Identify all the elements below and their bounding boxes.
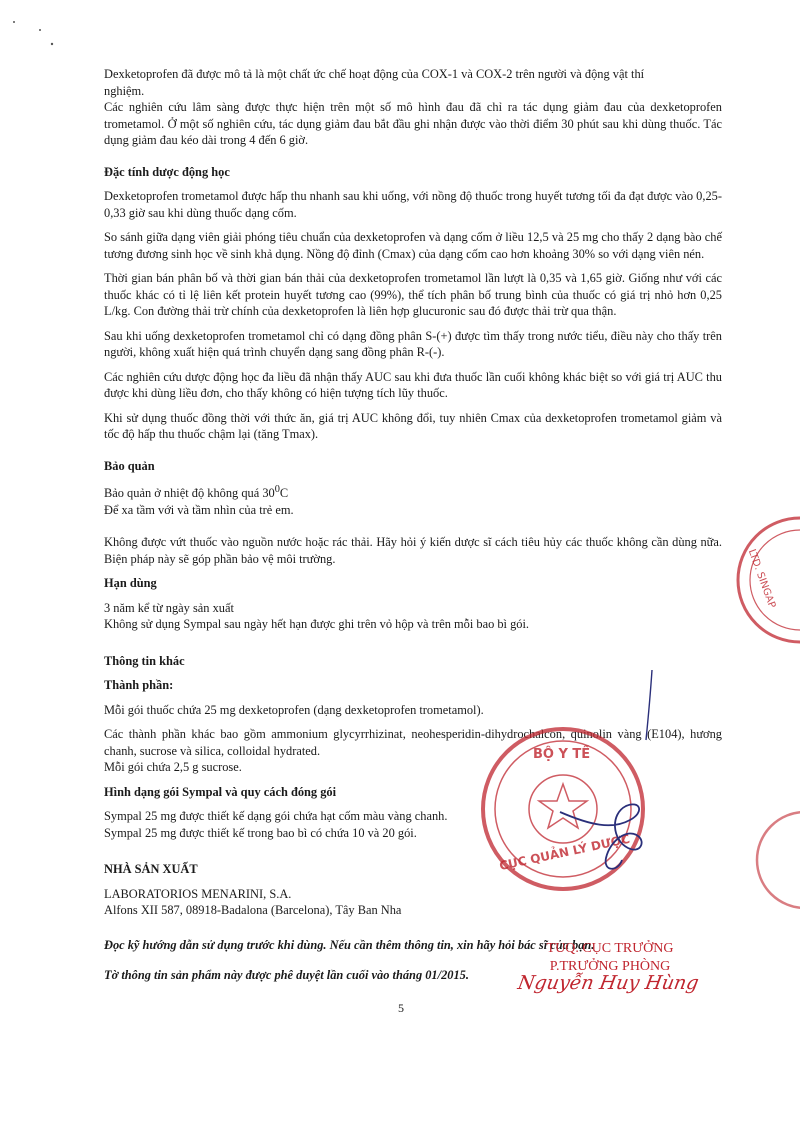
pk-paragraph-3: Thời gian bán phân bố và thời gian bán thải của dexketoprofen trometamol lần lượt là 0,35 và 1,65 giờ. Giống như với các thuốc khác có tỉ lệ liên kết protein huyết tương cao (99%), thể tích phân bố trung bình của thuốc có giá trị nhỏ hơn 0,25 L/kg. Con đường thải trừ chính của dexketoprofen là liên hợp glucuronic sau đó được thải trừ qua thận. — [104, 271, 722, 318]
pk-paragraph-5: Các nghiên cứu dược động học đa liều đã nhận thấy AUC sau khi đưa thuốc lần cuối không khác biệt so với giá trị AUC thu được khi dùng liều đơn, cho thấy không có hiện tượng tích lũy thuốc. — [104, 369, 722, 400]
seal-bottom-text: CỤC QUẢN LÝ DƯỢC — [498, 831, 632, 874]
storage-children: Để xa tầm với và tầm nhìn của trẻ em. — [104, 502, 294, 517]
storage-temperature — [104, 482, 722, 502]
pharmacokinetics-section — [104, 164, 722, 443]
expiry-line-1: 3 năm kể từ ngày sản xuất — [104, 600, 234, 615]
seal-top-text: BỘ Y TẾ — [533, 747, 591, 762]
edge-stamp-lower-icon — [757, 812, 800, 908]
intro-paragraph-2: Các nghiên cứu lâm sàng được thực hiện trên một số mô hình đau đã chỉ ra tác dụng giảm đau của dexketoprofen trometamol. Ở một số nghiên cứu, tác dụng giảm đau bắt đầu ghi nhận được vào thời điểm 30 phút sau khi dùng thuốc. Tác dụng giảm đau kéo dài trong 4 đến 6 giờ. — [104, 100, 722, 147]
packaging-line-2: Sympal 25 mg được thiết kế trong bao bì có chứa 10 và 20 gói. — [104, 825, 417, 840]
manufacturer-section — [104, 861, 722, 919]
excipients-paragraph: Các thành phần khác bao gồm ammonium glycyrrhizinat, neohesperidin-dihydrochalcon, quinolin vàng (E104), hương chanh, sucrose và silica, colloidal hydrated. — [104, 727, 722, 758]
intro-paragraph-1 — [104, 66, 722, 99]
storage-section — [104, 458, 722, 568]
signature-title-1: TUQ. CỤC TRƯỞNG — [546, 941, 674, 956]
pk-paragraph-1: Dexketoprofen trometamol được hấp thu nhanh sau khi uống, với nồng độ thuốc trong huyết tương tối đa đạt được vào 0,25-0,33 giờ sau khi dùng thuốc dạng cốm. — [104, 189, 722, 220]
pharmacokinetics-heading: Đặc tính dược động học — [104, 164, 230, 179]
expiry-section — [104, 575, 722, 633]
composition-line: Mỗi gói thuốc chứa 25 mg dexketoprofen (dạng dexketoprofen trometamol). — [104, 702, 484, 717]
scan-specks-icon — [13, 21, 53, 45]
packaging-line-1: Sympal 25 mg được thiết kế dạng gói chứa hạt cốm màu vàng chanh. — [104, 809, 448, 824]
pk-paragraph-2: So sánh giữa dạng viên giải phóng tiêu chuẩn của dexketoprofen và dạng cốm ở liều 12,5 và 25 mg cho thấy 2 dạng bào chế tương đương sinh học về sinh khả dụng. Nồng độ đỉnh (Cmax) của dạng cốm cao hơn khoảng 30% so với dạng viên nén. — [104, 230, 722, 261]
storage-temp-unit: C — [279, 486, 289, 501]
disposal-paragraph: Không được vứt thuốc vào nguồn nước hoặc rác thải. Hãy hỏi ý kiến dược sĩ cách tiêu hủy các thuốc không cần dùng nữa. Biện pháp này sẽ góp phần bảo vệ môi trường. — [104, 535, 722, 566]
edge-stamp-text: LTD. SINGAP — [745, 547, 778, 610]
manufacturer-heading: NHÀ SẢN XUẤT — [104, 862, 198, 877]
approval-note: Tờ thông tin sản phẩm này được phê duyệt lần cuối vào tháng 01/2015. — [104, 968, 469, 983]
expiry-heading: Hạn dùng — [104, 576, 157, 591]
storage-temp-text: Bảo quản ở nhiệt độ không quá 30 — [104, 486, 275, 501]
expiry-line-2: Không sử dụng Sympal sau ngày hết hạn được ghi trên vỏ hộp và trên mỗi bao bì gói. — [104, 617, 530, 632]
pk-paragraph-4: Sau khi uống dexketoprofen trometamol chỉ có dạng đồng phân S-(+) được tìm thấy trong nước tiểu, điều này cho thấy trên người, không xuất hiện quá trình chuyển dạng sang đồng phân R-(-). — [104, 328, 722, 359]
storage-heading: Bảo quản — [104, 458, 155, 473]
signature-block — [510, 940, 710, 976]
packaging-heading: Hình dạng gói Sympal và quy cách đóng gói — [104, 784, 337, 799]
composition-heading: Thành phần: — [104, 678, 174, 693]
intro-line-1: Dexketoprofen đã được mô tả là một chất ức chế hoạt động của COX-1 và COX-2 trên người và động vật thí — [104, 67, 645, 81]
read-instructions-note: Đọc kỹ hướng dẫn sử dụng trước khi dùng. Nếu cần thêm thông tin, xin hãy hỏi bác sĩ của bạn. — [104, 937, 595, 952]
sucrose-line: Mỗi gói chứa 2,5 g sucrose. — [104, 760, 242, 775]
other-info-section — [104, 653, 722, 842]
manufacturer-name: LABORATORIOS MENARINI, S.A. — [104, 886, 292, 901]
pk-paragraph-6: Khi sử dụng thuốc đồng thời với thức ăn, giá trị AUC không đổi, tuy nhiên Cmax của dexketoprofen trometamol giảm và tốc độ hấp thu thuốc chậm lại (tăng Tmax). — [104, 410, 722, 441]
other-info-heading: Thông tin khác — [104, 653, 185, 668]
page-number: 5 — [398, 1001, 404, 1015]
edge-stamp-icon — [738, 518, 800, 642]
manufacturer-address: Alfons XII 587, 08918-Badalona (Barcelona), Tây Ban Nha — [104, 903, 402, 918]
signature-title-2: P.TRƯỞNG PHÒNG — [549, 959, 671, 974]
document-body — [104, 66, 722, 992]
intro-line-2: nghiệm. — [104, 83, 145, 98]
storage-temp-degree: 0 — [274, 484, 280, 495]
signatory-name: Nguyễn Huy Hùng — [516, 972, 701, 994]
